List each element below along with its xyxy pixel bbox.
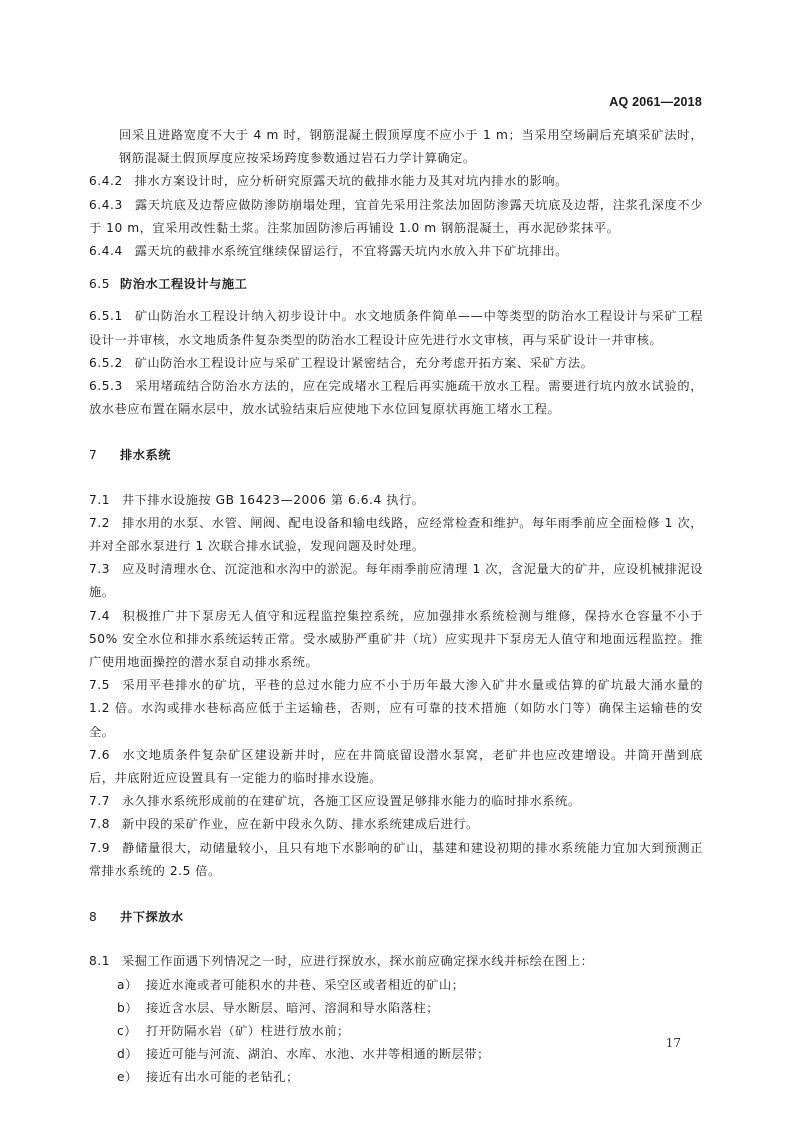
clause-6-5-3 bbox=[89, 375, 703, 421]
standard-code: AQ 2061—2018 bbox=[609, 95, 702, 109]
clause-number: 7.6 bbox=[89, 747, 111, 762]
heading-title: 防治水工程设计与施工 bbox=[120, 277, 248, 292]
clause-number: 7.5 bbox=[89, 678, 111, 693]
clause-number: 6.4.3 bbox=[89, 197, 123, 212]
list-item bbox=[89, 997, 703, 1020]
clause-text: 积极推广井下泵房无人值守和远程监控集控系统，应加强排水系统检测与维修，保持水仓容量不小于 50% 安全水位和排水系统运转正常。受水威胁严重矿井（坑）应实现井下泵房无人值守和地面远程监控。推广使用地面操控的潜水泵自动排水系统。 bbox=[89, 608, 703, 670]
list-item-text: 接近有出水可能的老钻孔； bbox=[146, 1070, 299, 1085]
clause-number: 7.7 bbox=[89, 794, 111, 809]
clause-text: 静储量很大，动储量较小，且只有地下水影响的矿山，基建和建设初期的排水系统能力宜加大到预测正常排水系统的 2.5 倍。 bbox=[89, 840, 703, 878]
list-item-label: e） bbox=[117, 1070, 138, 1085]
clause-text: 采用堵疏结合防治水方法的，应在完成堵水工程后再实施疏干放水工程。需要进行坑内放水试验的，放水巷应布置在隔水层中，放水试验结束后应使地下水位回复原状再施工堵水工程。 bbox=[89, 379, 703, 417]
clause-number: 6.4.2 bbox=[89, 174, 123, 189]
clause-6-4-4 bbox=[89, 240, 703, 263]
list-item bbox=[89, 1066, 703, 1089]
clause-text: 采用平巷排水的矿坑，平巷的总过水能力应不小于历年最大渗入矿井水量或估算的矿坑最大涌水量的 1.2 倍。水沟或排水巷标高应低于主运输巷，否则，应有可靠的技术措施（如防水门等）确保主运输巷的安全。 bbox=[89, 678, 703, 739]
heading-title: 排水系统 bbox=[120, 448, 171, 463]
list-item bbox=[89, 1043, 703, 1066]
heading-number: 7 bbox=[89, 448, 98, 463]
document-body bbox=[89, 124, 703, 1090]
clause-8-1 bbox=[89, 950, 703, 973]
heading-number: 6.5 bbox=[89, 277, 111, 292]
list-item-label: a） bbox=[117, 977, 138, 992]
clause-number: 7.1 bbox=[89, 492, 111, 507]
paragraph-continuation bbox=[89, 124, 703, 170]
clause-text: 永久排水系统形成前的在建矿坑，各施工区应设置足够排水能力的临时排水系统。 bbox=[122, 794, 581, 809]
clause-7-1 bbox=[89, 489, 703, 512]
paragraph-text: 回采且进路宽度不大于 4 m 时，钢筋混凝土假顶厚度不应小于 1 m；当采用空场嗣后充填采矿法时，钢筋混凝土假顶厚度应按采场跨度参数通过岩石力学计算确定。 bbox=[119, 128, 703, 166]
clause-7-5 bbox=[89, 674, 703, 744]
clause-number: 6.5.3 bbox=[89, 379, 123, 394]
clause-7-9 bbox=[89, 837, 703, 883]
clause-number: 6.5.1 bbox=[89, 309, 123, 324]
heading-title: 井下探放水 bbox=[120, 910, 184, 925]
clause-7-3 bbox=[89, 558, 703, 604]
clause-7-4 bbox=[89, 605, 703, 675]
clause-text: 矿山防治水工程设计纳入初步设计中。水文地质条件简单——中等类型的防治水工程设计与采矿工程设计一并审核，水文地质条件复杂类型的防治水工程设计应先进行水文审核，再与采矿设计一并审核。 bbox=[89, 309, 703, 347]
clause-number: 7.4 bbox=[89, 608, 111, 623]
clause-text: 矿山防治水工程设计应与采矿工程设计紧密结合，充分考虑开拓方案、采矿方法。 bbox=[134, 355, 594, 370]
list-item bbox=[89, 974, 703, 997]
clause-text: 排水方案设计时，应分析研究原露天坑的截排水能力及其对坑内排水的影响。 bbox=[134, 174, 568, 189]
list-item-text: 接近含水层、导水断层、暗河、溶洞和导水陷落柱； bbox=[146, 1000, 439, 1015]
clause-7-7 bbox=[89, 790, 703, 813]
clause-number: 7.3 bbox=[89, 562, 111, 577]
clause-7-2 bbox=[89, 512, 703, 558]
clause-6-4-3 bbox=[89, 194, 703, 240]
clause-text: 排水用的水泵、水管、闸阀、配电设备和输电线路，应经常检查和维护。每年雨季前应全面检修 1 次，并对全部水泵进行 1 次联合排水试验，发现问题及时处理。 bbox=[89, 515, 703, 554]
list-item-label: d） bbox=[117, 1047, 139, 1062]
clause-text: 露天坑底及边帮应做防渗防崩塌处理，宜首先采用注浆法加固防渗露天坑底及边帮，注浆孔深度不少于 10 m，宜采用改性黏土浆。注浆加固防渗后再铺设 1.0 m 钢筋混凝土，再水泥砂浆抹平。 bbox=[89, 197, 703, 235]
clause-text: 新中段的采矿作业，应在新中段永久防、排水系统建成后进行。 bbox=[122, 817, 479, 832]
list-item-label: b） bbox=[117, 1000, 139, 1015]
clause-6-4-2 bbox=[89, 170, 703, 193]
clause-text: 井下排水设施按 GB 16423—2006 第 6.6.4 执行。 bbox=[122, 492, 425, 507]
clause-7-6 bbox=[89, 744, 703, 790]
clause-6-5-1 bbox=[89, 305, 703, 351]
clause-number: 8.1 bbox=[89, 954, 111, 969]
clause-text: 采掘工作面遇下列情况之一时，应进行探放水，探水前应确定探水线并标绘在图上： bbox=[122, 954, 594, 969]
clause-number: 6.4.4 bbox=[89, 244, 123, 259]
page-number: 17 bbox=[665, 1036, 681, 1050]
chapter-heading-7 bbox=[89, 444, 703, 467]
heading-number: 8 bbox=[89, 910, 98, 925]
list-item-label: c） bbox=[117, 1023, 137, 1038]
chapter-heading-8 bbox=[89, 906, 703, 929]
list-item-text: 接近水淹或者可能积水的井巷、采空区或者相近的矿山； bbox=[146, 977, 465, 992]
clause-number: 7.2 bbox=[89, 515, 111, 530]
clause-text: 露天坑的截排水系统宜继续保留运行，不宜将露天坑内水放入井下矿坑排出。 bbox=[134, 244, 568, 259]
list-item bbox=[89, 1020, 703, 1043]
clause-number: 7.9 bbox=[89, 840, 111, 855]
clause-text: 水文地质条件复杂矿区建设新井时，应在井筒底留设潜水泵窝，老矿井也应改建增设。井筒开凿到底后，井底附近应设置具有一定能力的临时排水设施。 bbox=[89, 747, 703, 786]
clause-number: 7.8 bbox=[89, 817, 111, 832]
clause-text: 应及时清理水仓、沉淀池和水沟中的淤泥。每年雨季前应清理 1 次，含泥量大的矿井，应设机械排泥设施。 bbox=[89, 562, 703, 600]
list-item-text: 打开防隔水岩（矿）柱进行放水前； bbox=[146, 1023, 350, 1038]
section-heading-6-5 bbox=[89, 273, 703, 296]
list-item-text: 接近可能与河流、湖泊、水库、水池、水井等相通的断层带； bbox=[146, 1047, 490, 1062]
clause-7-8 bbox=[89, 813, 703, 836]
clause-number: 6.5.2 bbox=[89, 355, 123, 370]
clause-6-5-2 bbox=[89, 352, 703, 375]
